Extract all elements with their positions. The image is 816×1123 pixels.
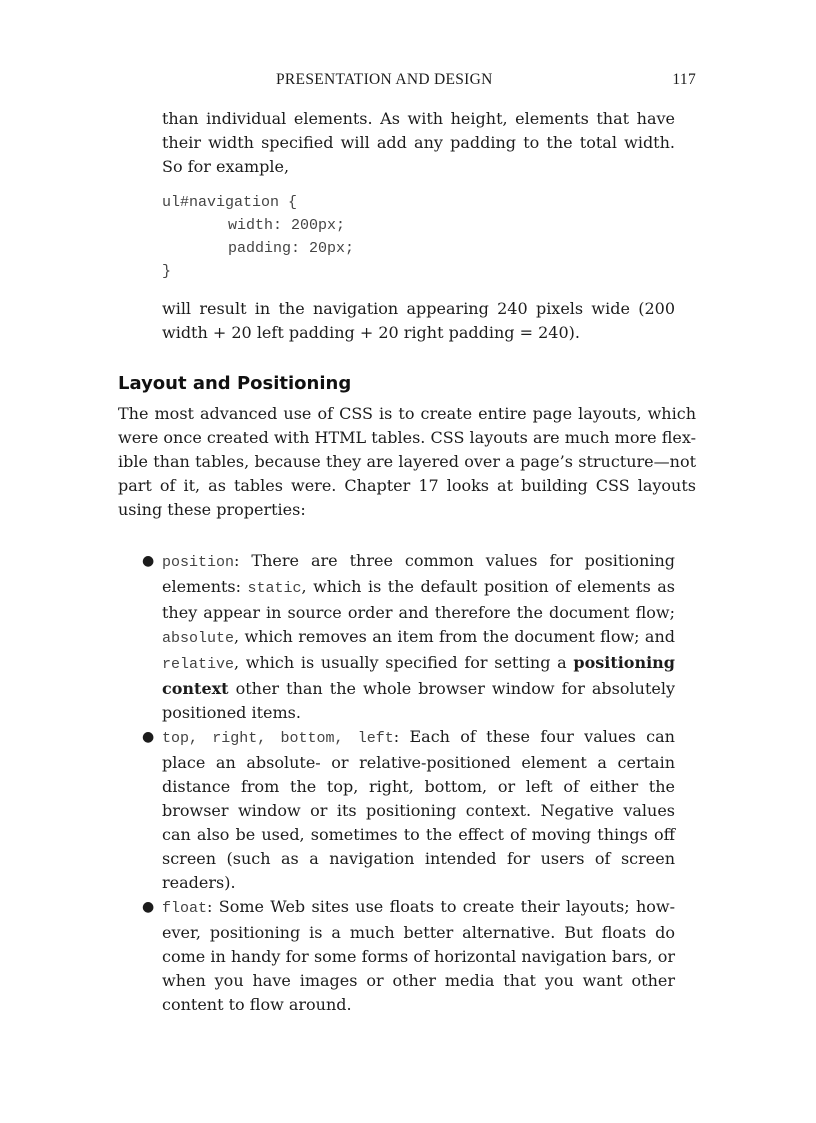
code-left: left [357, 730, 394, 747]
code-right: right [212, 730, 258, 747]
code-position: position [162, 554, 235, 571]
bold-term-positioning-context: positioning context [162, 653, 675, 698]
property-list [142, 549, 675, 1017]
section-intro: The most advanced use of CSS is to create entire page layouts, which were once created with HTML tables. CSS layouts are much more flex-ible than tables, because they are layered over a page’s structure—not part of it, as tables were. Chapter 17 looks at building CSS layouts using these properties: [118, 404, 696, 519]
paragraph-width-padding: than individual elements. As with height, elements that have their width specified will add any padding to the total width. So for example, [162, 109, 675, 176]
bullet-icon: ● [142, 899, 155, 915]
code-top: top [162, 730, 190, 747]
list-item-position [142, 549, 675, 725]
list-item-float [142, 895, 675, 1017]
section-heading: Layout and Positioning [118, 373, 352, 394]
list-item-text: top, right, bottom, left: Each of these four values can place an absolute- or relative-positioned element a certain distance from the top, right, bottom, or left of either the browser window or its positioning context. Negative values can also be used, sometimes to the effect of moving things off screen (such as a navigation intended for users of screen readers). [162, 727, 675, 892]
list-item-text: float: Some Web sites use floats to create their layouts; how-ever, positioning is a much better alternative. But floats do come in handy for some forms of horizontal navigation bars, or when you have images or other media that you want other content to flow around. [162, 897, 675, 1014]
code-float: float [162, 900, 208, 917]
code-line-width: width: 200px; [228, 217, 346, 234]
bullet-icon: ● [142, 553, 155, 569]
list-item-offsets [142, 725, 675, 895]
page-number: 117 [672, 71, 696, 88]
list-item-text: position: There are three common values for positioning elements: static, which is the default position of elements as they appear in source order and therefore the document flow; absolute, which removes an item from the document flow; and relative, which is usually specified for setting a positioning context other than the whole browser window for absolutely positioned items. [162, 551, 675, 722]
code-line-selector: ul#navigation { [162, 194, 298, 211]
code-absolute: absolute [162, 630, 235, 647]
page-header [118, 71, 696, 93]
code-static: static [247, 580, 302, 597]
code-example [162, 191, 354, 283]
bullet-icon: ● [142, 729, 155, 745]
code-line-padding: padding: 20px; [228, 240, 355, 257]
code-relative: relative [162, 656, 235, 673]
code-bottom: bottom [280, 730, 335, 747]
code-line-close: } [162, 263, 172, 280]
paragraph-result: will result in the navigation appearing 240 pixels wide (200 width + 20 left padding + 20 right padding = 240). [162, 299, 675, 342]
running-head: PRESENTATION AND DESIGN [276, 71, 493, 88]
